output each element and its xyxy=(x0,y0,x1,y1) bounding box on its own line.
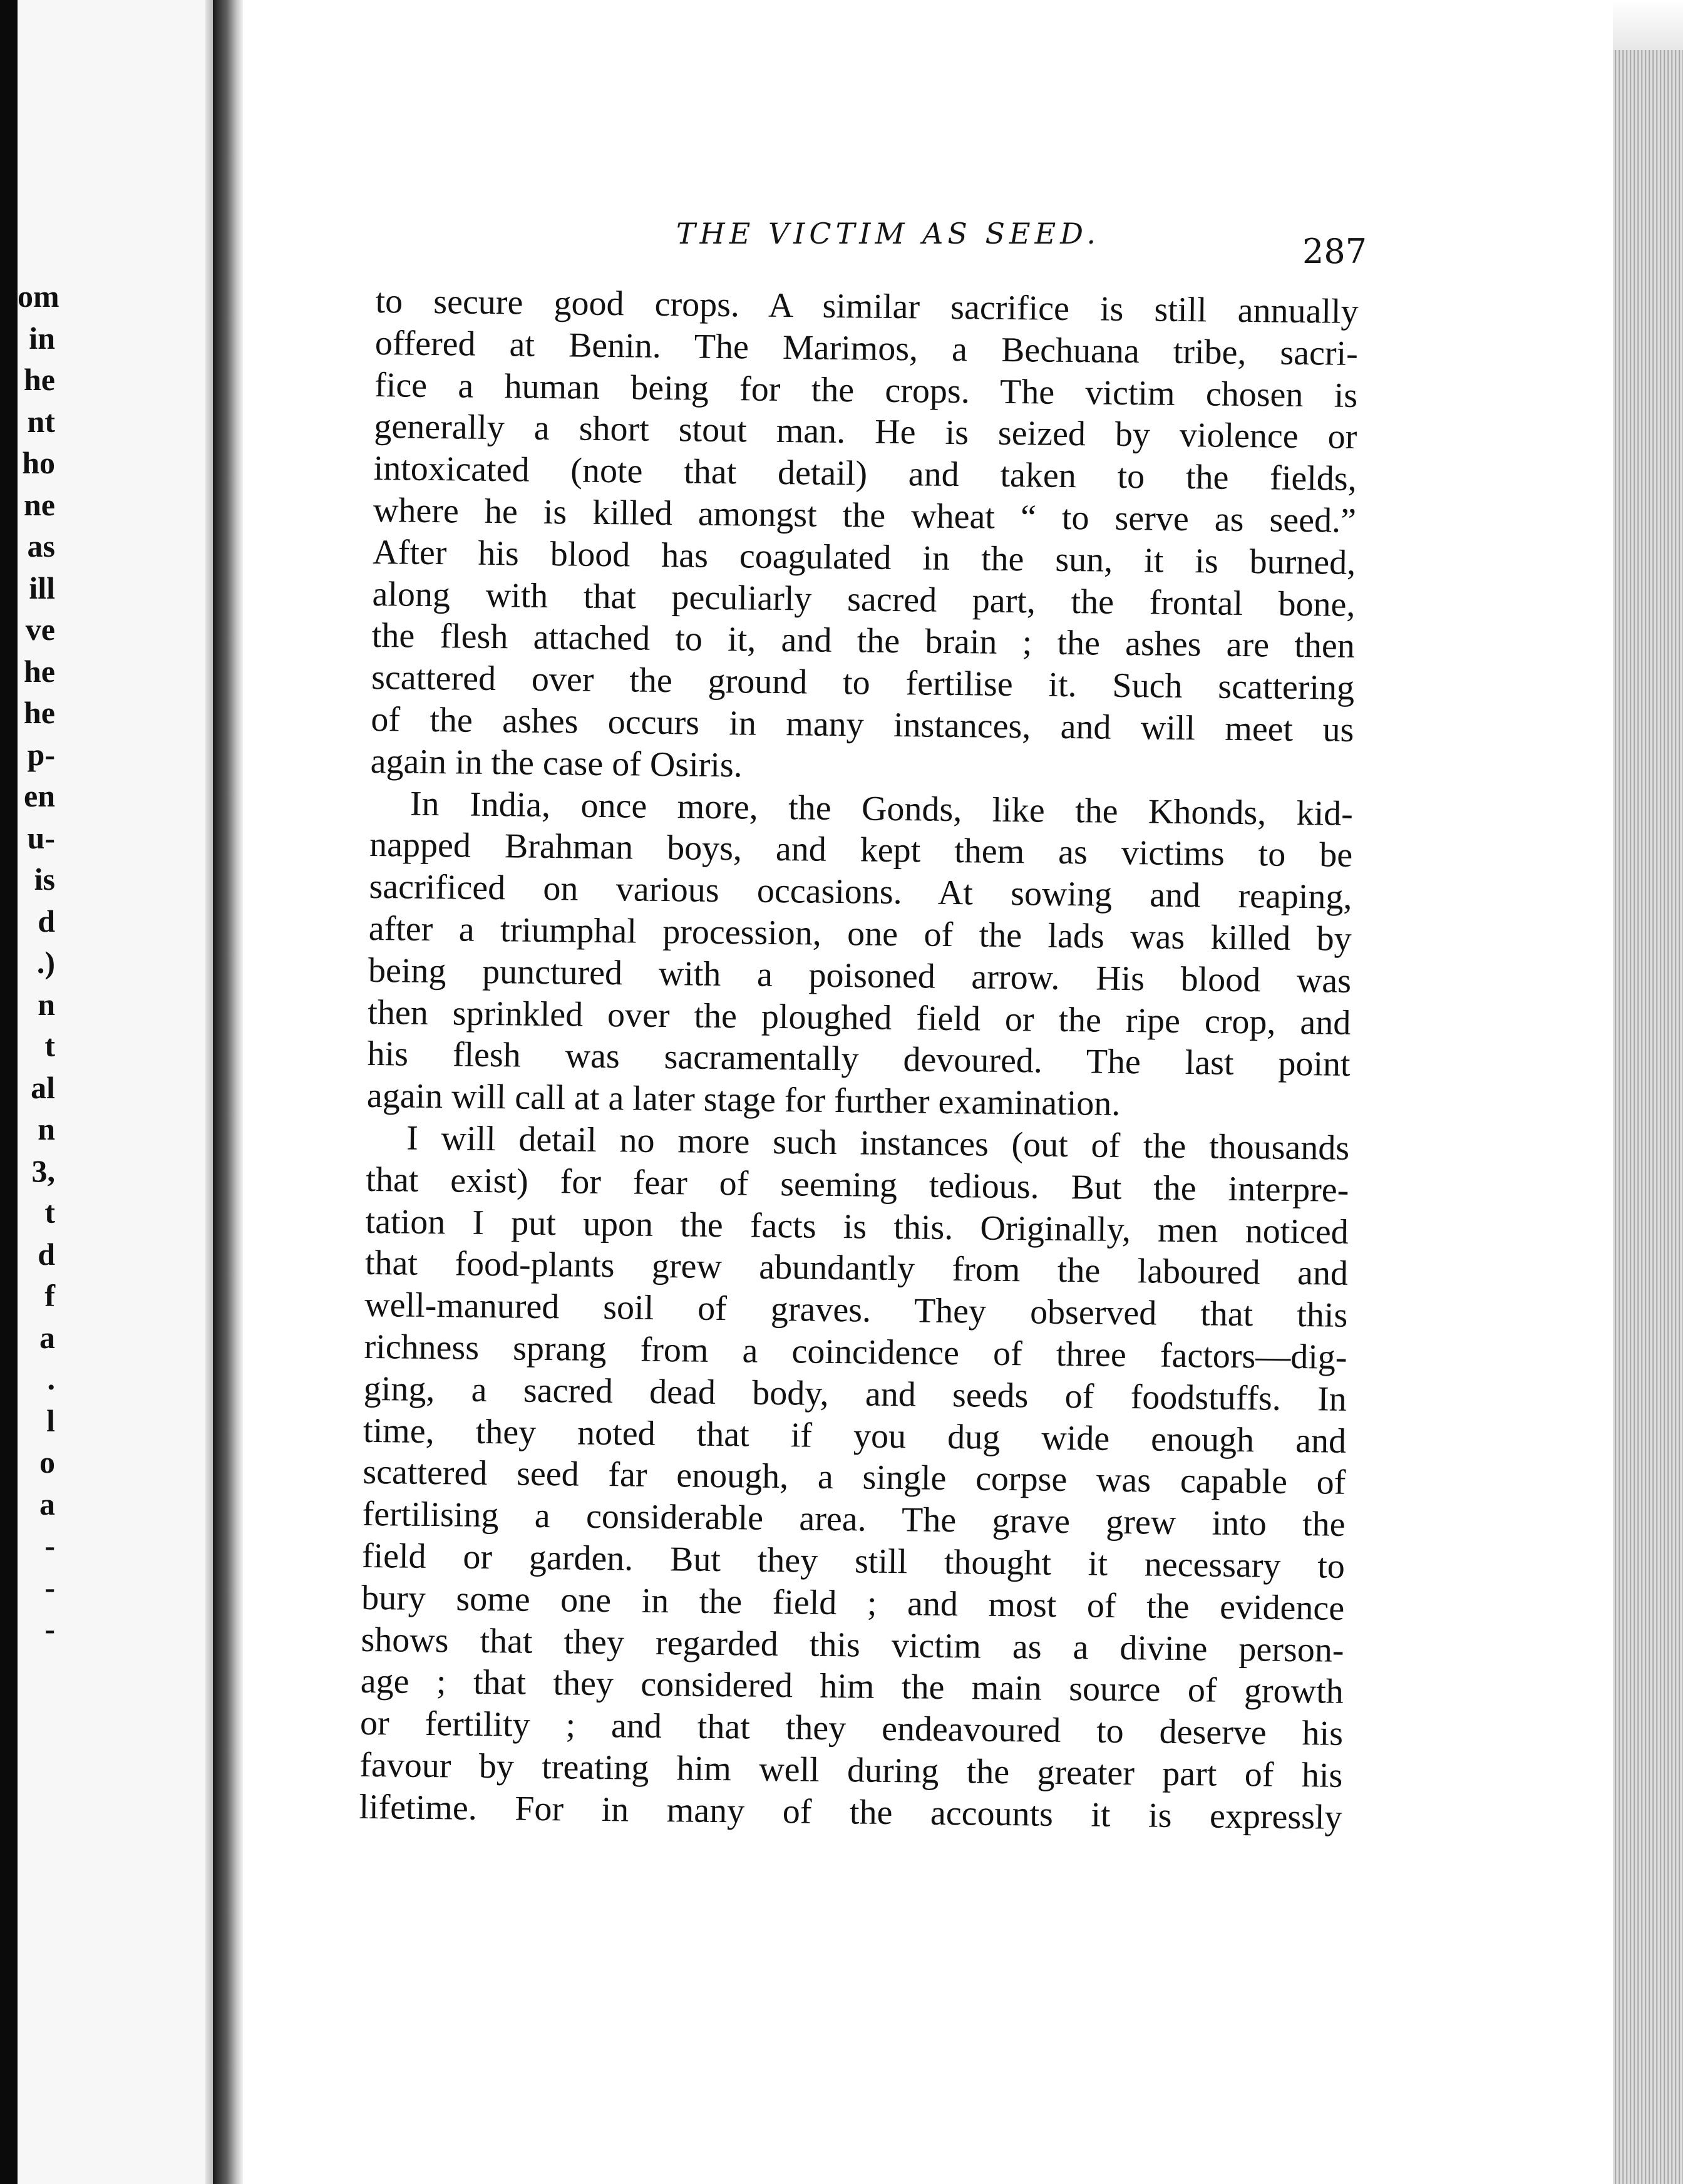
left-page-fragment: a xyxy=(39,1319,55,1355)
left-page-fragment: a xyxy=(39,1486,55,1522)
left-page-fragment: d xyxy=(38,903,55,939)
text-line: bury some one in the field ; and most of the evidence xyxy=(361,1578,1345,1628)
left-page-fragment: .) xyxy=(36,945,55,980)
left-page-fragment: d xyxy=(38,1236,55,1272)
text-line: napped Brahman boys, and kept them as victims to be xyxy=(369,825,1353,875)
text-line: tation I put upon the facts is this. Originally, men noticed xyxy=(365,1202,1349,1252)
text-line: sacrificed on various occasions. At sowing and reaping, xyxy=(369,867,1352,917)
running-head: THE VICTIM AS SEED. xyxy=(676,217,1101,250)
left-page-fragment: ill xyxy=(29,570,55,605)
left-page-fragment: - xyxy=(44,1569,55,1605)
left-page-fragment: en xyxy=(24,778,55,813)
body-text xyxy=(359,281,1359,1838)
left-page-fragment: l xyxy=(46,1403,55,1438)
left-page-fragment: t xyxy=(44,1195,55,1230)
paragraph xyxy=(359,1117,1349,1838)
text-line: ging, a sacred dead body, and seeds of foodstuffs. In xyxy=(363,1369,1347,1419)
text-line: the flesh attached to it, and the brain ; the ashes are then xyxy=(371,616,1356,666)
text-line: field or garden. But they still thought it necessary to xyxy=(361,1536,1346,1586)
text-line: age ; that they considered him the main source of growth xyxy=(360,1662,1344,1712)
text-line: his flesh was sacramentally devoured. The last point xyxy=(367,1034,1351,1084)
text-line: well-manured soil of graves. They observed that this xyxy=(364,1285,1348,1336)
text-line: or fertility ; and that they endeavoured to deserve his xyxy=(359,1703,1344,1753)
text-line: along with that peculiarly sacred part, the frontal bone, xyxy=(372,574,1356,624)
text-line: richness sprang from a coincidence of three factors—dig- xyxy=(364,1327,1347,1377)
text-line: that food-plants grew abundantly from the laboured and xyxy=(364,1244,1349,1294)
left-page-fragment: as xyxy=(27,528,55,564)
text-line: In India, once more, the Gonds, like the Khonds, kid- xyxy=(409,784,1354,833)
left-page-fragment: o xyxy=(39,1445,55,1480)
left-page-fragment: t xyxy=(44,1028,55,1063)
text-line: intoxicated (note that detail) and taken to the fields, xyxy=(373,449,1357,499)
text-line: of the ashes occurs in many instances, and will meet us xyxy=(371,699,1354,749)
right-page-top xyxy=(1613,0,1683,50)
text-line: being punctured with a poisoned arrow. His blood was xyxy=(368,950,1352,1001)
left-page-fragment: om xyxy=(18,279,59,314)
text-line: favour by treating him well during the greater part of his xyxy=(359,1745,1343,1795)
left-page-fragment: f xyxy=(44,1278,55,1313)
text-line: again will call at a later stage for further examination. xyxy=(366,1076,1121,1124)
text-line: to secure good crops. A similar sacrifice is still annually xyxy=(375,281,1359,331)
left-page-fragment: n xyxy=(38,986,55,1022)
left-page-fragment: - xyxy=(44,1528,55,1563)
left-page-fragment: u- xyxy=(27,820,55,855)
left-page-fragment: in xyxy=(29,320,55,356)
paragraph xyxy=(367,783,1354,1128)
left-page-text-fragments xyxy=(18,276,59,1650)
left-page-fragment: he xyxy=(24,362,55,397)
text-line: generally a short stout man. He is seized by violence or xyxy=(374,407,1357,457)
text-line: fertilising a considerable area. The grave grew into the xyxy=(362,1494,1346,1544)
scanner-border xyxy=(0,0,18,2184)
left-page-fragment: - xyxy=(44,1611,55,1646)
left-page-fragment: 3, xyxy=(31,1153,55,1188)
page-number: 287 xyxy=(1302,232,1367,271)
paragraph xyxy=(370,281,1359,793)
text-line: fice a human being for the crops. The victim chosen is xyxy=(374,365,1358,415)
book-gutter xyxy=(213,0,243,2184)
text-line: again in the case of Osiris. xyxy=(370,741,743,785)
left-page-fragment: p- xyxy=(27,736,55,772)
text-line: After his blood has coagulated in the sun, it is burned, xyxy=(372,532,1356,582)
text-line: offered at Benin. The Marimos, a Bechuana tribe, sacri- xyxy=(374,323,1359,373)
text-line: scattered seed far enough, a single corpse was capable of xyxy=(363,1453,1346,1503)
left-page-fragment: n xyxy=(38,1111,55,1146)
text-line: then sprinkled over the ploughed field or the ripe crop, and xyxy=(368,992,1351,1043)
left-page-edge-shadow xyxy=(205,0,213,2184)
text-line: where he is killed amongst the wheat “ to serve as seed.” xyxy=(373,490,1357,540)
text-line: after a triumphal procession, one of the lads was killed by xyxy=(368,909,1352,959)
text-line: time, they noted that if you dug wide enough and xyxy=(363,1411,1347,1461)
page-stack-edges xyxy=(1613,50,1683,2184)
left-page-fragment: he xyxy=(24,653,55,689)
text-line: that exist) for fear of seeming tedious. But the interpre- xyxy=(366,1160,1349,1210)
left-page-fragment: he xyxy=(24,695,55,730)
text-line: scattered over the ground to fertilise it. Such scattering xyxy=(371,658,1355,708)
left-page-fragment: ve xyxy=(25,612,55,647)
left-page-fragment: al xyxy=(31,1069,55,1105)
text-line: lifetime. For in many of the accounts it is expressly xyxy=(359,1787,1342,1837)
left-page-fragment: ho xyxy=(22,445,55,480)
left-page-fragment: . xyxy=(47,1361,55,1396)
left-page-fragment: is xyxy=(34,862,55,897)
left-page-fragment: ne xyxy=(24,487,55,522)
left-neighbour-page xyxy=(18,0,213,2184)
text-line: I will detail no more such instances (out of the thousands xyxy=(406,1118,1350,1168)
left-page-fragment: nt xyxy=(27,403,55,439)
text-line: shows that they regarded this victim as a divine person- xyxy=(361,1620,1344,1670)
